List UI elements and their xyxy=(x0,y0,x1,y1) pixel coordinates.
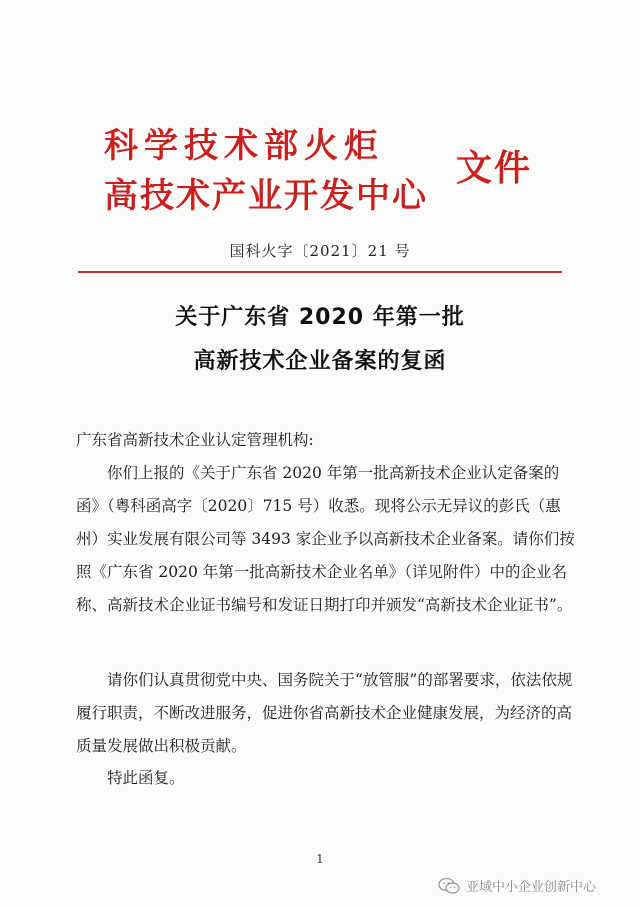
issuer-line-1: 科学技术部火炬 xyxy=(104,126,384,166)
wechat-icon xyxy=(438,877,460,895)
title-line-2: 高新技术企业备案的复函 xyxy=(193,349,447,374)
watermark xyxy=(438,876,596,895)
closing-line: 特此函复。 xyxy=(107,769,185,787)
issuer-line-2: 高技术产业开发中心 xyxy=(104,176,428,216)
red-divider-line xyxy=(78,271,562,273)
title-line-1: 关于广东省 2020 年第一批 xyxy=(175,305,465,330)
body-paragraph-1: 你们上报的《关于广东省 2020 年第一批高新技术企业认定备案的函》（粤科函高字〔2020〕715 号）收悉。现将公示无异议的彭氏（惠州）实业发展有限公司等 3493 家企业予以高新技术企业备案。请你们按照《广东省 2020 年第一批高新技术企业名单》（详见附件）中的企业名称、高新技术企业证书编号和发证日期打印并颁发“高新技术企业证书”。 xyxy=(76,464,575,614)
document-type-label: 文件 xyxy=(456,147,533,189)
body-paragraph-2: 请你们认真贯彻党中央、国务院关于“放管服”的部署要求，依法依规履行职责，不断改进服务，促进你省高新技术企业健康发展，为经济的高质量发展做出积极贡献。 xyxy=(76,671,573,755)
addressee: 广东省高新技术企业认定管理机构: xyxy=(76,431,314,449)
document-number: 国科火字〔2021〕21 号 xyxy=(229,242,411,260)
page-number: 1 xyxy=(316,852,324,866)
watermark-text: 亚域中小企业创新中心 xyxy=(466,880,597,895)
